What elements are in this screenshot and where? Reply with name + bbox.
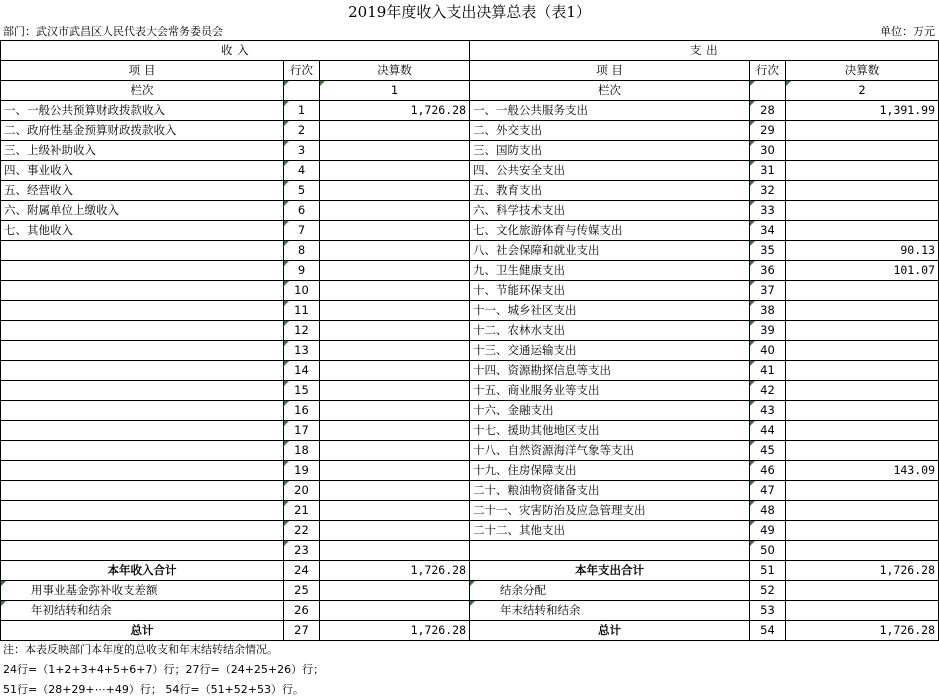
table-row [1, 101, 939, 121]
income-row-no: 7 [284, 221, 320, 241]
grand-total-left-amount: 1,726.28 [320, 621, 470, 641]
income-item: 六、附属单位上缴收入 [1, 201, 284, 221]
note-line: 注：本表反映部门本年度的总收支和年末结转结余情况。 [3, 643, 278, 656]
expense-item: 十二、农林水支出 [470, 321, 750, 341]
income-rowno-header: 行次 [284, 61, 320, 81]
expense-item: 一、一般公共服务支出 [470, 101, 750, 121]
income-amount [320, 241, 470, 261]
expense-row-no: 44 [750, 421, 786, 441]
expense-section-header: 支 出 [470, 41, 939, 61]
expense-item: 十三、交通运输支出 [470, 341, 750, 361]
income-amount [320, 121, 470, 141]
table-row [1, 461, 939, 481]
expense-amount [786, 521, 939, 541]
grand-total-row [1, 621, 939, 641]
table-row [1, 281, 939, 301]
income-col-number: 1 [320, 81, 470, 101]
expense-row-no: 36 [750, 261, 786, 281]
income-item [1, 481, 284, 501]
income-row-no: 18 [284, 441, 320, 461]
income-total-amount: 1,726.28 [320, 561, 470, 581]
expense-amount: 143.09 [786, 461, 939, 481]
income-amount [320, 481, 470, 501]
expense-item: 十六、金融支出 [470, 401, 750, 421]
expense-item: 二十一、灾害防治及应急管理支出 [470, 501, 750, 521]
grand-total-right-no: 54 [750, 621, 786, 641]
income-item [1, 421, 284, 441]
income-row-no: 11 [284, 301, 320, 321]
table-row [1, 121, 939, 141]
unit-label: 单位：万元 [880, 25, 935, 38]
income-item [1, 241, 284, 261]
table-row [1, 141, 939, 161]
grand-total-right-label: 总计 [470, 621, 750, 641]
income-amount [320, 461, 470, 481]
income-amount [320, 181, 470, 201]
expense-item: 三、国防支出 [470, 141, 750, 161]
income-amount-header: 决算数 [320, 61, 470, 81]
expense-amount [786, 181, 939, 201]
expense-item: 六、科学技术支出 [470, 201, 750, 221]
table-row [1, 441, 939, 461]
income-item-header: 项 目 [1, 61, 284, 81]
expense-item [470, 541, 750, 561]
section-header-row [1, 41, 939, 61]
expense-row-no: 35 [750, 241, 786, 261]
expense-item: 四、公共安全支出 [470, 161, 750, 181]
expense-amount [786, 281, 939, 301]
expense-row-no: 30 [750, 141, 786, 161]
income-item: 五、经营收入 [1, 181, 284, 201]
expense-row-no: 29 [750, 121, 786, 141]
income-amount [320, 161, 470, 181]
income-item: 七、其他收入 [1, 221, 284, 241]
table-row [1, 261, 939, 281]
income-amount [320, 261, 470, 281]
balance-row [1, 601, 939, 621]
income-amount [320, 421, 470, 441]
income-item [1, 401, 284, 421]
income-amount [320, 201, 470, 221]
income-row-no: 12 [284, 321, 320, 341]
income-amount [320, 281, 470, 301]
expense-row-no: 49 [750, 521, 786, 541]
expense-item-header: 项 目 [470, 61, 750, 81]
sheet-title: 2019年度收入支出决算总表（表1） [348, 3, 591, 21]
expense-row-no: 45 [750, 441, 786, 461]
income-item: 二、政府性基金预算财政拨款收入 [1, 121, 284, 141]
expense-col-number: 2 [786, 81, 939, 101]
table-row [1, 341, 939, 361]
income-item [1, 541, 284, 561]
income-amount [320, 541, 470, 561]
table-row [1, 321, 939, 341]
expense-amount [786, 361, 939, 381]
fund-gap-label: 用事业基金弥补收支差额 [1, 581, 284, 601]
expense-amount [786, 401, 939, 421]
income-item: 一、一般公共预算财政拨款收入 [1, 101, 284, 121]
income-amount [320, 141, 470, 161]
expense-total-amount: 1,726.28 [786, 561, 939, 581]
expense-row-no: 43 [750, 401, 786, 421]
income-row-no: 4 [284, 161, 320, 181]
table-row [1, 301, 939, 321]
expense-total-no: 51 [750, 561, 786, 581]
income-item: 四、事业收入 [1, 161, 284, 181]
expense-row-no: 40 [750, 341, 786, 361]
table-row [1, 481, 939, 501]
fund-gap-amount [320, 581, 470, 601]
income-amount [320, 401, 470, 421]
expense-row-no: 46 [750, 461, 786, 481]
income-row-no: 6 [284, 201, 320, 221]
income-row-no: 3 [284, 141, 320, 161]
expense-amount [786, 321, 939, 341]
expense-amount [786, 421, 939, 441]
expense-row-no: 39 [750, 321, 786, 341]
income-item [1, 441, 284, 461]
income-amount [320, 381, 470, 401]
department-label: 部门：武汉市武昌区人民代表大会常务委员会 [3, 25, 223, 38]
income-amount [320, 441, 470, 461]
income-row-no: 9 [284, 261, 320, 281]
notes [3, 640, 324, 700]
end-balance-label: 年末结转和结余 [470, 601, 750, 621]
income-row-no: 16 [284, 401, 320, 421]
expense-row-no: 32 [750, 181, 786, 201]
expense-amount: 90.13 [786, 241, 939, 261]
expense-item: 十八、自然资源海洋气象等支出 [470, 441, 750, 461]
expense-rowno-header: 行次 [750, 61, 786, 81]
income-item: 三、上级补助收入 [1, 141, 284, 161]
table-footer [1, 561, 939, 641]
table-row [1, 361, 939, 381]
fund-gap-row [1, 581, 939, 601]
grand-total-left-label: 总计 [1, 621, 284, 641]
income-amount: 1,726.28 [320, 101, 470, 121]
expense-item: 十九、住房保障支出 [470, 461, 750, 481]
expense-amount [786, 441, 939, 461]
income-lanci-empty [284, 81, 320, 101]
income-row-no: 17 [284, 421, 320, 441]
table-row [1, 221, 939, 241]
expense-row-no: 28 [750, 101, 786, 121]
income-item [1, 361, 284, 381]
expense-row-no: 47 [750, 481, 786, 501]
income-section-header: 收 入 [1, 41, 470, 61]
begin-balance-label: 年初结转和结余 [1, 601, 284, 621]
fund-gap-no: 25 [284, 581, 320, 601]
expense-row-no: 31 [750, 161, 786, 181]
expense-item: 八、社会保障和就业支出 [470, 241, 750, 261]
expense-amount: 101.07 [786, 261, 939, 281]
expense-amount-header: 决算数 [786, 61, 939, 81]
income-item [1, 321, 284, 341]
table-row [1, 181, 939, 201]
income-row-no: 13 [284, 341, 320, 361]
income-row-no: 20 [284, 481, 320, 501]
table-row [1, 201, 939, 221]
expense-amount [786, 481, 939, 501]
expense-amount [786, 501, 939, 521]
lanci-row [1, 81, 939, 101]
income-item [1, 381, 284, 401]
income-row-no: 8 [284, 241, 320, 261]
expense-amount [786, 161, 939, 181]
table-row [1, 521, 939, 541]
income-amount [320, 221, 470, 241]
table-row [1, 241, 939, 261]
expense-item: 十七、援助其他地区支出 [470, 421, 750, 441]
end-balance-amount [786, 601, 939, 621]
income-amount [320, 521, 470, 541]
begin-balance-amount [320, 601, 470, 621]
income-item [1, 301, 284, 321]
begin-balance-no: 26 [284, 601, 320, 621]
expense-item: 五、教育支出 [470, 181, 750, 201]
income-row-no: 22 [284, 521, 320, 541]
expense-amount [786, 141, 939, 161]
expense-row-no: 34 [750, 221, 786, 241]
end-balance-no: 53 [750, 601, 786, 621]
income-amount [320, 301, 470, 321]
income-row-no: 5 [284, 181, 320, 201]
expense-item: 二十二、其他支出 [470, 521, 750, 541]
expense-amount [786, 201, 939, 221]
income-row-no: 14 [284, 361, 320, 381]
income-item [1, 341, 284, 361]
note-line: 24行=（1+2+3+4+5+6+7）行；27行=（24+25+26）行； [3, 663, 325, 676]
expense-item: 九、卫生健康支出 [470, 261, 750, 281]
expense-row-no: 37 [750, 281, 786, 301]
note-line: 51行=（28+29+⋯+49）行； 54行=（51+52+53）行。 [3, 683, 304, 696]
expense-item: 十一、城乡社区支出 [470, 301, 750, 321]
income-row-no: 10 [284, 281, 320, 301]
expense-item: 十五、商业服务业等支出 [470, 381, 750, 401]
income-item [1, 461, 284, 481]
income-lanci-label: 栏次 [1, 81, 284, 101]
income-amount [320, 341, 470, 361]
grand-total-right-amount: 1,726.28 [786, 621, 939, 641]
income-item [1, 281, 284, 301]
expense-row-no: 50 [750, 541, 786, 561]
annual-total-row [1, 561, 939, 581]
income-total-label: 本年收入合计 [1, 561, 284, 581]
income-row-no: 2 [284, 121, 320, 141]
expense-amount [786, 221, 939, 241]
income-amount [320, 361, 470, 381]
expense-amount [786, 301, 939, 321]
table-row [1, 161, 939, 181]
expense-item: 十四、资源勘探信息等支出 [470, 361, 750, 381]
income-row-no: 21 [284, 501, 320, 521]
income-amount [320, 501, 470, 521]
grand-total-left-no: 27 [284, 621, 320, 641]
income-row-no: 19 [284, 461, 320, 481]
expense-row-no: 42 [750, 381, 786, 401]
expense-amount [786, 341, 939, 361]
income-item [1, 501, 284, 521]
table-row [1, 421, 939, 441]
surplus-dist-amount [786, 581, 939, 601]
table-row [1, 401, 939, 421]
expense-lanci-label: 栏次 [470, 81, 750, 101]
expense-item: 二十、粮油物资储备支出 [470, 481, 750, 501]
income-item [1, 261, 284, 281]
expense-item: 七、文化旅游体育与传媒支出 [470, 221, 750, 241]
surplus-dist-no: 52 [750, 581, 786, 601]
expense-row-no: 33 [750, 201, 786, 221]
table-row [1, 501, 939, 521]
expense-item: 十、节能环保支出 [470, 281, 750, 301]
table-row [1, 381, 939, 401]
expense-total-label: 本年支出合计 [470, 561, 750, 581]
expense-lanci-empty [750, 81, 786, 101]
expense-row-no: 38 [750, 301, 786, 321]
expense-amount [786, 381, 939, 401]
summary-table [0, 40, 939, 641]
expense-amount [786, 121, 939, 141]
income-amount [320, 321, 470, 341]
surplus-dist-label: 结余分配 [470, 581, 750, 601]
column-header-row [1, 61, 939, 81]
income-row-no: 23 [284, 541, 320, 561]
expense-item: 二、外交支出 [470, 121, 750, 141]
income-row-no: 1 [284, 101, 320, 121]
expense-row-no: 41 [750, 361, 786, 381]
expense-amount [786, 541, 939, 561]
income-item [1, 521, 284, 541]
expense-row-no: 48 [750, 501, 786, 521]
income-total-no: 24 [284, 561, 320, 581]
expense-amount: 1,391.99 [786, 101, 939, 121]
table-body [1, 41, 939, 561]
table-row [1, 541, 939, 561]
income-row-no: 15 [284, 381, 320, 401]
